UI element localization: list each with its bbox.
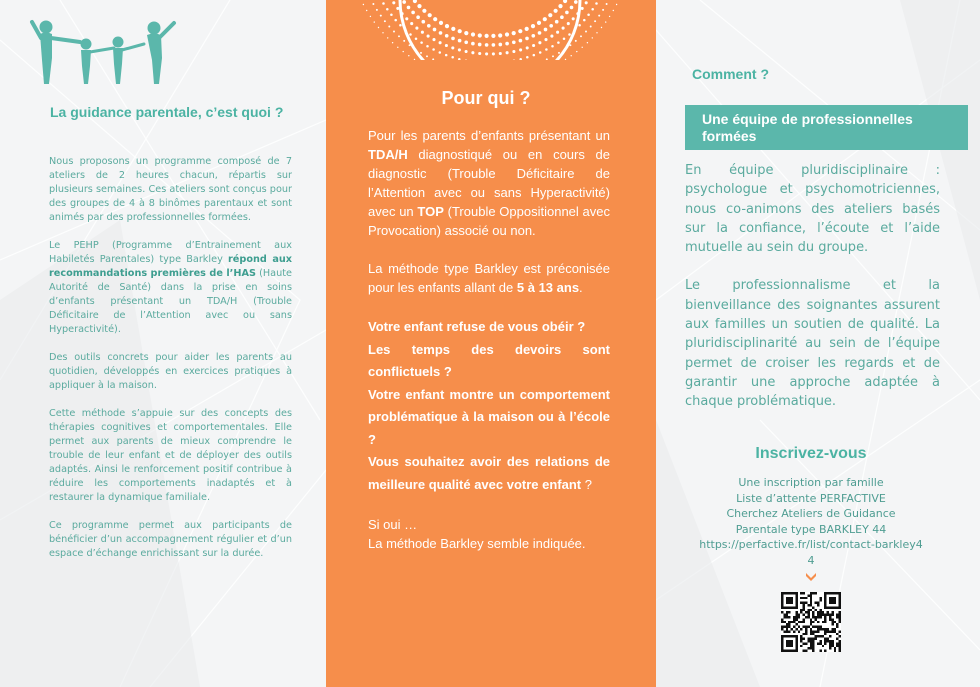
left-panel (0, 0, 326, 687)
middle-body (368, 126, 610, 572)
question-2: Les temps des devoirs sont conflictuels ? (368, 341, 610, 379)
question-1: Votre enfant refuse de vous obéir ? (368, 319, 586, 334)
left-paragraph-3: Des outils concrets pour aider les parents au quotidien, développés en exercices pratiques à appliquer à la maison. (49, 352, 292, 391)
right-body (685, 161, 940, 431)
middle-title: Pour qui ? (441, 88, 531, 108)
signup-url-link[interactable]: https://perfactive.fr/list/contact-barkley44 (699, 538, 923, 567)
right-paragraph-1: En équipe pluridisciplinaire : psychologue et psychomotriciennes, nous co-animons des ateliers basés sur la confiance, l’écoute et l’aide mutuelle au sein du groupe. (685, 163, 940, 256)
question-4: Vous souhaitez avoir des relations de meilleure qualité avec votre enfant ? (368, 454, 610, 492)
middle-paragraph-1: Pour les parents d’enfants présentant un TDA/H diagnostiqué ou en cours de diagnostic (Trouble Déficitaire de l’Attention avec ou sans Hyperactivité) avec un TOP (Trouble Oppositionnel avec Provocation) associé ou non. (368, 128, 610, 238)
chevron-down-icon (805, 572, 817, 582)
signup-title: Inscrivez-vous (755, 445, 867, 462)
middle-paragraph-4: La méthode Barkley semble indiquée. (368, 536, 586, 551)
middle-panel (326, 0, 656, 687)
right-panel (656, 0, 980, 687)
middle-paragraph-3: Si oui … (368, 517, 418, 532)
left-paragraph-2: Le PEHP (Programme d’Entrainement aux Habiletés Parentales) type Barkley répond aux recommandations premières de l’HAS (Haute Autorité de Santé) dans la prise en soins d’enfants présentant un TDA/H (Trouble Déficitaire de l’Attention avec ou sans Hyperactivité). (49, 240, 292, 335)
team-banner: Une équipe de professionnelles formées (685, 105, 968, 150)
left-paragraph-1: Nous proposons un programme composé de 7 ateliers de 2 heures chacun, répartis sur plusieurs semaines. Ces ateliers sont conçus pour des groupes de 4 à 8 binômes parentaux et sont animés par des professionnelles formées. (49, 156, 292, 223)
signup-line: Cherchez Ateliers de Guidance (726, 507, 896, 520)
signup-info (696, 475, 926, 568)
family-silhouette-icon (28, 18, 178, 86)
signup-line: Parentale type BARKLEY 44 (735, 522, 887, 536)
left-title: La guidance parentale, c’est quoi ? (50, 104, 284, 120)
question-3: Votre enfant montre un comportement problématique à la maison ou à l’école ? (368, 386, 610, 447)
sun-dots-decoration (326, 0, 656, 60)
signup-line: Une inscription par famille (738, 476, 884, 489)
left-paragraph-5: Ce programme permet aux participants de bénéficier d’un accompagnement régulier et d’un espace d’échange enrichissant sur la durée. (49, 520, 292, 559)
left-paragraph-4: Cette méthode s’appuie sur des concepts des thérapies cognitives et comportementales. Elle permet aux parents de mieux comprendre le trouble de leur enfant et de déployer des outils adaptés. Ainsi le renforcement positif contribue à réduire les comportements inadaptés et à restaurer la dynamique familiale. (49, 408, 292, 503)
right-paragraph-2: Le professionnalisme et la bienveillance des soignantes assurent aux familles un soutien de qualité. La pluridisciplinarité au sein de l’équipe permet de croiser les regards et de garantir une approche adaptée à chaque problématique. (685, 278, 940, 410)
qr-code[interactable] (781, 592, 841, 652)
signup-line: Liste d’attente PERFACTIVE (736, 491, 886, 505)
right-title: Comment ? (692, 66, 769, 82)
middle-paragraph-2: La méthode type Barkley est préconisée pour les enfants allant de 5 à 13 ans. (368, 261, 610, 295)
left-body (49, 155, 292, 575)
